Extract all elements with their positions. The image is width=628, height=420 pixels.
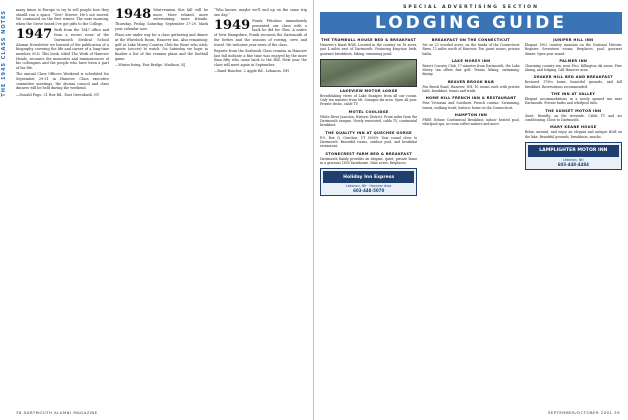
lodging-listing (525, 109, 622, 123)
listing-name: THE SUNSET MOTOR INN (545, 108, 602, 113)
lodging-columns (320, 36, 622, 404)
class-year-heading: 1949 (214, 18, 251, 33)
class-note-signature: —Donald Pugo, 21 Rex Rd., East Greenbush, NY (16, 92, 100, 97)
listing-name: THE INN AT VALLEY (551, 92, 596, 97)
listing-text: Set on 23 wooded acres, on the banks of the Connecticut River, 12 miles north of Hanover. Ten guest rooms, private baths. (422, 43, 520, 56)
lodging-listing (320, 152, 417, 166)
listing-text: Dartmouth family provides an elegant, quiet, private home in a gracious 1810 farmhouse. Nine acres, fireplaces. (320, 156, 418, 165)
listing-text: White River Junction, Historic District. From miles from the Dartmouth campus. Newly renovated, cable TV, continental breakfast. (320, 114, 418, 128)
column-intro: “Who knows, maybe we’ll end up on the same trip one day.” (214, 8, 307, 17)
listing-name: LAKE MOREY INN (451, 58, 491, 63)
listing-text: Resort Country Club, 17 minutes from Dartmouth, the Lake Morey Inn offers fine golf. Tennis, hiking, swimming, dining. (422, 63, 520, 77)
listing-text: FREE Deluxe Continental Breakfast, indoor heated pool, whirlpool spa, in-room coffee makers and more. (422, 117, 520, 127)
ad-phone: 603-448-4484 (557, 161, 589, 167)
left-folio: 38 DARTMOUTH ALUMNI MAGAZINE (16, 410, 98, 415)
lodging-listing (422, 96, 519, 110)
class-note-extra: Plans are under way for a class gathering and dinner at the Wheelock Room, Hanover Inn. Also remaining: golf at Lake Morey Country Club for those who wish; sports (soccer) to watch. On Saturday we hope to finalize a list of the reunion plans and the football game. (115, 33, 208, 61)
listing-name: THE QUALITY INN AT QUECHEE GORGE (325, 130, 412, 135)
listing-text: Charming country inn, near Pico, Killington ski areas. Fine dining, and lodging. Call Hanover area. (524, 63, 622, 73)
lodging-listing (320, 38, 417, 56)
class-year-heading: 1947 (16, 27, 53, 43)
class-note-signature: —Rand Boucher, 2 Apple Rd., Lebanon, NH (214, 69, 289, 74)
class-year-heading: 1948 (115, 8, 152, 22)
holiday-inn-ad (320, 168, 417, 196)
left-page-footer (16, 410, 305, 415)
ad-logo: Holiday Inn Express (323, 171, 414, 183)
lodging-listing (525, 125, 622, 139)
listing-name: SHAKER HILL BED AND BREAKFAST (533, 75, 613, 80)
listing-text: P.O. Box Q, Quechee, VT 05059. Year round close to Dartmouth. Beautiful rooms, outdoor pool, and breakfast restaurant. (320, 135, 418, 149)
listing-text: Fine Victorian and Southern French cuisine. Swimming, tennis, walking trails, historic home on the Connecticut. (422, 101, 520, 110)
lodging-listing (320, 131, 417, 149)
listing-name: BEAVER BROOK B&B (447, 79, 495, 84)
listing-text: Breathtaking views of Lake Sunapee from all our rooms. Only ten minutes from Mt. Sunapee ski area. Open all year. Private decks, cable TV. (320, 93, 418, 107)
lodging-listing (422, 59, 519, 77)
ad-logo: LAMPLIGHTER MOTOR INN (528, 145, 619, 157)
lodging-listing (320, 110, 417, 128)
ad-subtitle: Lebanon, NH · Hanover Area (346, 184, 392, 189)
listing-text: Relax, unwind, and enjoy an elegant and antique B&B on the lake. Beautiful grounds, breakfasts, snacks. (524, 130, 622, 139)
lodging-guide-title: LODGING GUIDE (320, 12, 622, 34)
ad-subtitle: Lebanon, NH (563, 157, 584, 162)
class-note-extra: Reports from the Seabrook Class reunion in Hanover last fall indicate a fine time was enjoyed by the more than fifty who came back to the Hill. Next year the class will meet again in September. (214, 48, 307, 67)
ad-phone: 603-448-5070 (353, 188, 385, 194)
listing-text: Elegant accommodations in a newly opened inn near Dartmouth. Private baths and whirlpool tubs. (524, 97, 622, 106)
side-strip (0, 0, 12, 420)
listing-text: Restored 1790s home, beautiful grounds, and full breakfast. Reservations recommended. (524, 80, 622, 89)
lodging-column-1 (320, 36, 417, 404)
right-folio: SEPTEMBER/OCTOBER 2001 39 (547, 410, 620, 415)
listing-text: Quiet, friendly, on the riverside. Cable TV and air conditioning. Close to Dartmouth. (524, 113, 622, 122)
listing-name: PALMER INN (559, 58, 588, 63)
lodging-listing (422, 38, 519, 56)
lodging-listing (525, 38, 622, 56)
listing-name: LAKEVIEW MOTOR LODGE (339, 88, 398, 93)
notes-column-1 (16, 8, 109, 404)
lodging-listing (320, 89, 417, 107)
class-notes-columns (16, 8, 307, 404)
lodging-listing (422, 80, 519, 94)
lodging-listing (422, 113, 519, 127)
class-note-body: Mini-reunion this fall will be more. More relaxed, more entertaining, more friends. Thursday, Friday, Saturday, September 27-29. Mark your calendar now. (115, 8, 208, 31)
right-page-footer (322, 410, 620, 415)
listing-text: Hanover's finest B&B. Located in the country on 16 acres, just 4 miles east of Dartmouth. Featuring king-size beds, gourmet breakfasts, hiking, swimming pond. (320, 43, 418, 56)
listing-name: MARY KEANE HOUSE (550, 125, 597, 130)
lodging-column-3 (525, 36, 622, 404)
class-note-extra: The annual Class Officers Weekend is scheduled for September 29-31 in Hanover. Class executive committee meetings, the alumni council and class dinners will be held during the weekend. (16, 72, 109, 91)
lodging-photo (320, 59, 417, 87)
class-note-body: Both from the 1947 office and from a recent issue of the Dartmouth Medical School Alumni Newsletter we learned of the publication of a biography covering the life and career of a long-time member, M.D. This book, titled The Work of Hanover Heads, recounts the memories and reminiscences of his colleagues and the people who have been a part of his life. (16, 28, 109, 71)
listing-name: MOTEL COOLIDGE (348, 109, 389, 114)
listing-text: Fox Brook Road, Hanover, NH. 10 rooms each with private bath, breakfast, tennis and trails. (422, 84, 520, 94)
listing-name: THE TRUMBULL HOUSE BED & BREAKFAST (321, 38, 417, 42)
notes-column-3 (214, 8, 307, 404)
special-section-label: SPECIAL ADVERTISING SECTION (403, 5, 539, 10)
lodging-listing (525, 92, 622, 106)
listing-name: BREAKFAST ON THE CONNECTICUT (431, 38, 511, 42)
column-intro: many times to Europe to try to sell people how they should run a space. “One” Strowe, He’s not moved. We continued on the first winter. The next morning, when the Grove heard I’ve got gifts to the College. (16, 8, 109, 27)
listing-name: STONECREST FARM BED & BREAKFAST (325, 151, 412, 156)
lodging-guide-page (314, 0, 628, 420)
notes-column-2 (115, 8, 208, 404)
listing-name: JUNIPER HILL INN (553, 38, 594, 42)
class-note-body: Frank Pittaluso immediately presented our class with a book he did for Glen. A native of New Hampshire, Frank recounts the Dartmouth of the forties and the seasons of rowing, crew and travel. We welcome your news of the class. (214, 19, 307, 47)
side-section-label: THE 1945 CLASS NOTES (1, 10, 7, 97)
lamplighter-ad (525, 142, 622, 170)
listing-name: HOME HILL FRENCH INN & RESTAURANT (425, 96, 517, 101)
lodging-column-2 (422, 36, 519, 404)
lodging-listing (525, 59, 622, 73)
listing-name: HAMPTON INN (454, 112, 488, 117)
class-note-signature: —Winter bring, Fair Bridge, Madison, NJ (115, 62, 186, 67)
listing-text: Elegant 1902 country mansion on the National Historic Register. Seventeen rooms, fireplaces, pool, gourmet dinner. Open year round. (524, 43, 622, 56)
lodging-listing (525, 75, 622, 89)
lodging-header (320, 5, 622, 34)
